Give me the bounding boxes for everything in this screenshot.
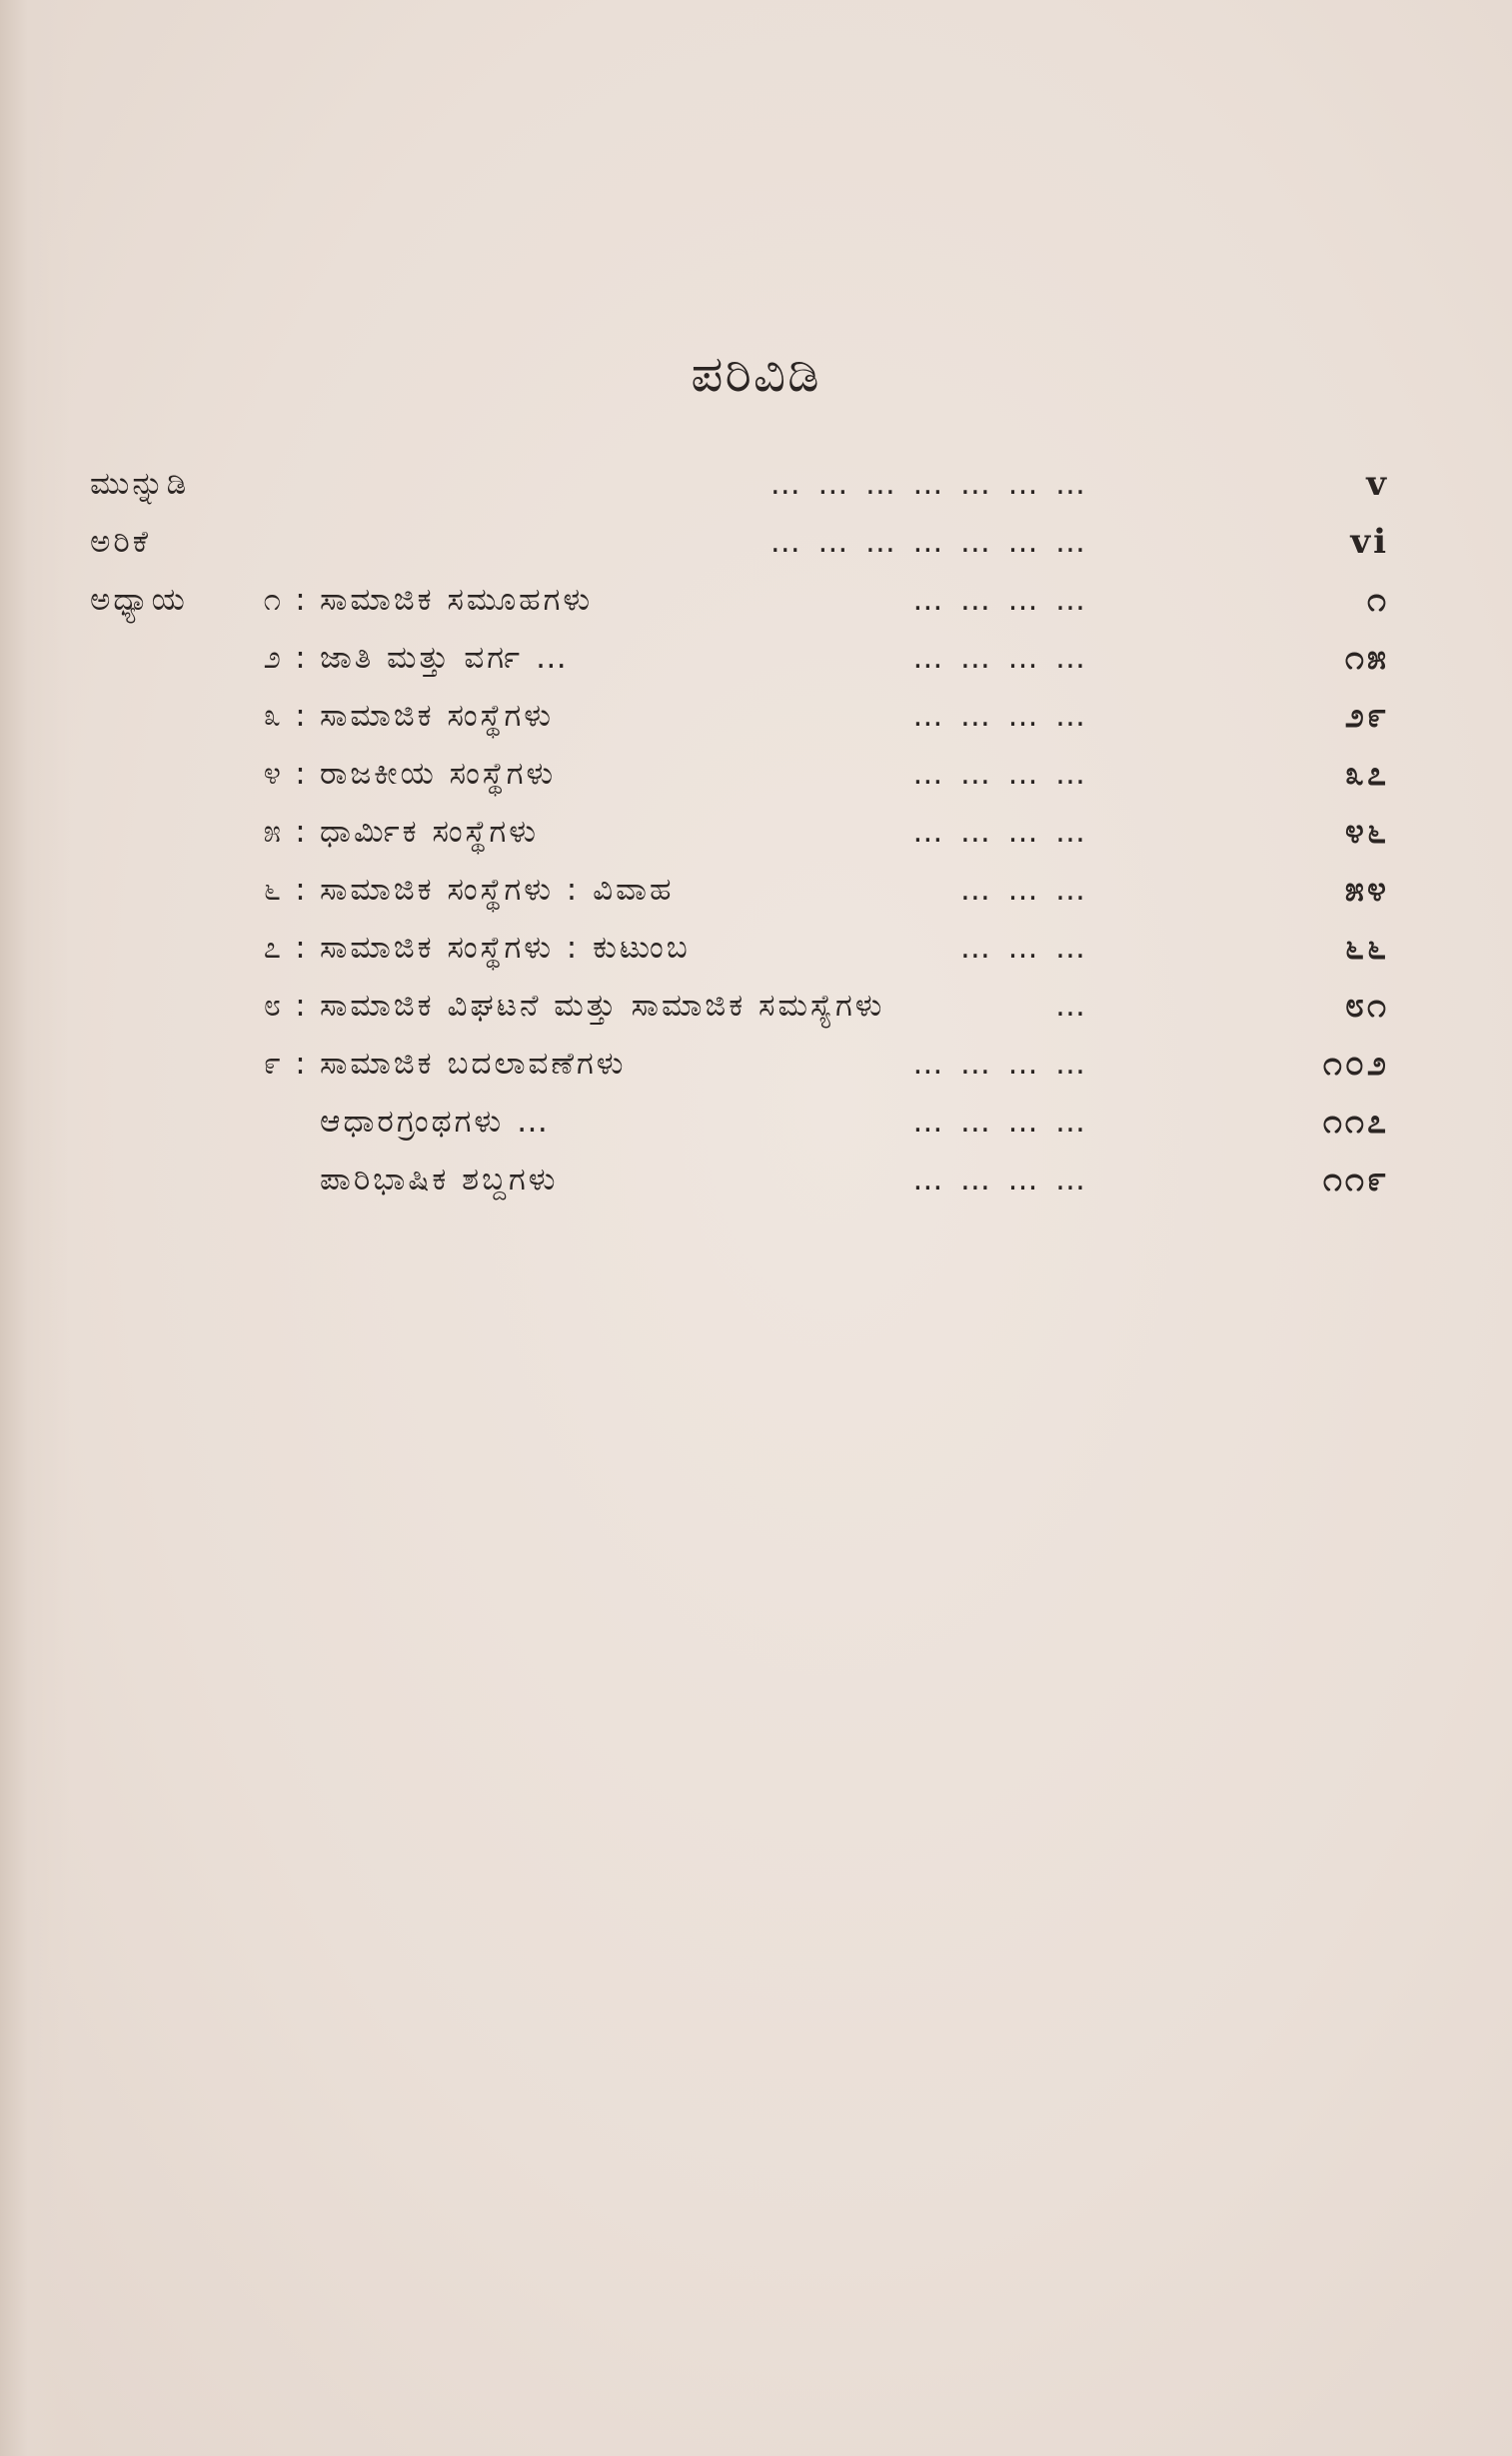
page-number: ೧	[1366, 580, 1389, 620]
page-number: ೧೧೯	[1322, 1160, 1389, 1200]
chapter-number: ೫	[263, 813, 284, 850]
page-number: ೫೪	[1344, 870, 1389, 910]
entry-prefix: ಅಧ್ಯಾಯ	[90, 581, 188, 618]
toc-entry	[90, 861, 1389, 919]
page-number: ೮೧	[1344, 986, 1389, 1026]
leader-dots: … … … …	[912, 1046, 1089, 1082]
entry-prefix: ಅರಿಕೆ	[90, 523, 151, 560]
entry-prefix: ಮುನ್ನುಡಿ	[90, 465, 190, 502]
toc-entry	[90, 1151, 1389, 1209]
separator: :	[295, 698, 309, 734]
page-number: ೧೦೨	[1322, 1044, 1389, 1084]
leader-dots: …	[1055, 988, 1089, 1024]
page-title: ಪರಿವಿಡಿ	[691, 345, 821, 403]
leader-dots: … … … …	[912, 582, 1089, 618]
chapter-title: ಸಾಮಾಜಿಕ ವಿಘಟನೆ ಮತ್ತು ಸಾಮಾಜಿಕ ಸಮಸ್ಯೆಗಳು	[320, 987, 885, 1024]
chapter-number: ೪	[263, 755, 284, 792]
chapter-title: ಧಾರ್ಮಿಕ ಸಂಸ್ಥೆಗಳು	[320, 813, 539, 850]
page-number: ೬೬	[1344, 928, 1389, 968]
section-title: ಪಾರಿಭಾಷಿಕ ಶಬ್ದಗಳು	[320, 1161, 559, 1198]
chapter-number: ೧	[263, 581, 284, 618]
separator: :	[295, 756, 309, 792]
chapter-title: ಜಾತಿ ಮತ್ತು ವರ್ಗ …	[320, 639, 570, 676]
separator: :	[295, 1046, 309, 1082]
leader-dots: … … …	[959, 872, 1089, 908]
chapter-number: ೩	[263, 697, 284, 734]
leader-dots: … … … …	[912, 756, 1089, 792]
leader-dots: … … …	[959, 930, 1089, 966]
leader-dots: … … … …	[912, 1162, 1089, 1198]
leader-dots: … … … …	[912, 1104, 1089, 1140]
toc-entry	[90, 977, 1389, 1035]
page-number: ೪೬	[1344, 812, 1389, 852]
chapter-title: ಸಾಮಾಜಿಕ ಸಂಸ್ಥೆಗಳು : ವಿವಾಹ	[320, 871, 675, 908]
separator: :	[295, 988, 309, 1024]
chapter-number: ೭	[263, 929, 284, 966]
toc-entry	[90, 455, 1389, 513]
separator: :	[295, 814, 309, 850]
page-number: ೩೭	[1344, 754, 1389, 794]
chapter-title: ಸಾಮಾಜಿಕ ಸಂಸ್ಥೆಗಳು	[320, 697, 554, 734]
toc-entry	[90, 919, 1389, 977]
separator: :	[295, 872, 309, 908]
page-number: v	[1366, 464, 1389, 504]
toc-entry	[90, 687, 1389, 745]
chapter-title: ಸಾಮಾಜಿಕ ಬದಲಾವಣೆಗಳು	[320, 1045, 627, 1082]
leader-dots: … … … … … … …	[769, 524, 1089, 560]
chapter-number: ೬	[263, 871, 284, 908]
chapter-number: ೯	[263, 1045, 284, 1082]
chapter-number: ೮	[263, 987, 284, 1024]
chapter-title: ಸಾಮಾಜಿಕ ಸಮೂಹಗಳು	[320, 581, 594, 618]
chapter-number: ೨	[263, 639, 284, 676]
toc-entry	[90, 629, 1389, 687]
page-number: ೧೫	[1344, 638, 1389, 678]
toc-entry	[90, 745, 1389, 803]
page-number: vi	[1350, 522, 1389, 562]
separator: :	[295, 582, 309, 618]
separator: :	[295, 930, 309, 966]
toc-entry	[90, 513, 1389, 571]
chapter-title: ರಾಜಕೀಯ ಸಂಸ್ಥೆಗಳು	[320, 755, 557, 792]
section-title: ಆಧಾರಗ್ರಂಥಗಳು …	[320, 1103, 551, 1140]
leader-dots: … … … …	[912, 640, 1089, 676]
toc-entry	[90, 1093, 1389, 1151]
toc-entry	[90, 1035, 1389, 1093]
leader-dots: … … … …	[912, 698, 1089, 734]
leader-dots: … … … …	[912, 814, 1089, 850]
separator: :	[295, 640, 309, 676]
chapter-title: ಸಾಮಾಜಿಕ ಸಂಸ್ಥೆಗಳು : ಕುಟುಂಬ	[320, 929, 691, 966]
page-number: ೨೯	[1344, 696, 1389, 736]
page-number: ೧೧೭	[1322, 1102, 1389, 1142]
toc-entry	[90, 571, 1389, 629]
toc-entry	[90, 803, 1389, 861]
leader-dots: … … … … … … …	[769, 466, 1089, 502]
